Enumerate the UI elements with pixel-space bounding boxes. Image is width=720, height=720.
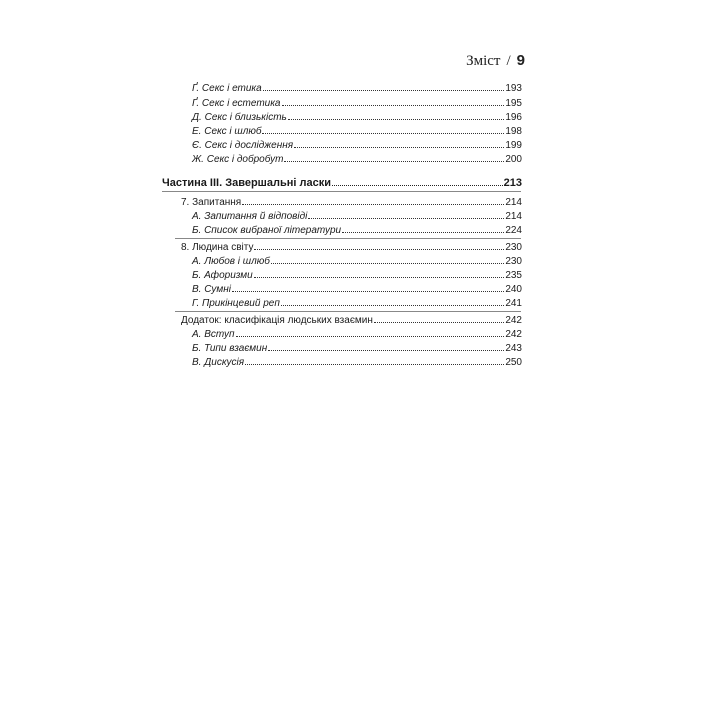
toc-entry-page: 240 xyxy=(505,284,522,295)
toc-entry-label: Є. Секс і дослідження xyxy=(192,140,294,151)
leader-dots xyxy=(374,314,504,323)
toc-entry-label: Ґ. Секс і естетика xyxy=(192,98,281,109)
leader-dots xyxy=(294,139,504,148)
toc-entry-label: Ж. Секс і добробут xyxy=(192,154,284,165)
toc-entry-page: 214 xyxy=(505,211,522,222)
toc-entry-page: 241 xyxy=(505,298,522,309)
leader-dots xyxy=(242,196,504,205)
leader-dots xyxy=(281,297,504,306)
toc-entry[interactable] xyxy=(192,139,522,152)
toc-entry[interactable] xyxy=(192,224,522,237)
toc-entry-label: Ґ. Секс і етика xyxy=(192,83,262,94)
toc-entry-label: В. Дискусія xyxy=(192,357,245,368)
section-title: Зміст xyxy=(466,53,501,69)
toc-chapter-page: 242 xyxy=(505,315,522,326)
toc-entry-page: 230 xyxy=(505,256,522,267)
toc-entry[interactable] xyxy=(192,356,522,369)
leader-dots xyxy=(271,255,504,264)
leader-dots xyxy=(236,328,505,337)
toc-entry-label: Д. Секс і близькість xyxy=(192,112,287,123)
part-divider xyxy=(162,191,521,192)
toc-chapter-page: 230 xyxy=(505,242,522,253)
leader-dots xyxy=(263,82,505,91)
toc-part-label: Частина III. Завершальні ласки xyxy=(162,177,331,189)
toc-entry[interactable] xyxy=(192,111,522,124)
toc-entry[interactable] xyxy=(192,82,522,95)
running-header xyxy=(466,52,525,70)
toc-entry-label: Г. Прикінцевий реп xyxy=(192,298,280,309)
toc-entry-page: 250 xyxy=(505,357,522,368)
toc-entry-label: Б. Афоризми xyxy=(192,270,253,281)
page-number: 9 xyxy=(516,52,525,69)
toc-entry[interactable] xyxy=(192,328,522,341)
toc-entry-page: 193 xyxy=(505,83,522,94)
leader-dots xyxy=(262,125,504,134)
toc-chapter[interactable] xyxy=(181,196,522,209)
chapter-divider xyxy=(175,311,521,312)
toc-entry[interactable] xyxy=(192,97,522,110)
toc-chapter[interactable] xyxy=(181,241,522,254)
toc-entry-page: 196 xyxy=(505,112,522,123)
toc-entry[interactable] xyxy=(192,342,522,355)
toc-entry-page: 224 xyxy=(505,225,522,236)
toc-entry-page: 235 xyxy=(505,270,522,281)
leader-dots xyxy=(282,97,505,106)
chapter-divider xyxy=(175,238,521,239)
toc-chapter-label: Додаток: класифікація людських взаємин xyxy=(181,315,373,326)
toc-entry-label: Е. Секс і шлюб xyxy=(192,126,262,137)
toc-chapter-page: 214 xyxy=(505,197,522,208)
toc-entry-label: В. Сумні xyxy=(192,284,231,295)
toc-entry-page: 195 xyxy=(505,98,522,109)
leader-dots xyxy=(342,224,504,233)
toc-chapter-label: 8. Людина світу xyxy=(181,242,254,253)
toc-entry[interactable] xyxy=(192,153,522,166)
leader-dots xyxy=(254,269,505,278)
toc-entry-label: Б. Типи взаємин xyxy=(192,343,268,354)
toc-chapter-label: 7. Запитання xyxy=(181,197,242,208)
toc-entry[interactable] xyxy=(192,210,522,223)
toc-entry-page: 200 xyxy=(505,154,522,165)
toc-entry-label: А. Запитання й відповіді xyxy=(192,211,308,222)
header-separator: / xyxy=(506,53,511,69)
toc-part-heading[interactable] xyxy=(162,177,522,190)
toc-entry[interactable] xyxy=(192,283,522,296)
toc-entry-page: 199 xyxy=(505,140,522,151)
toc-entry[interactable] xyxy=(192,125,522,138)
leader-dots xyxy=(232,283,504,292)
toc-entry[interactable] xyxy=(192,297,522,310)
toc-entry-label: Б. Список вибраної літератури xyxy=(192,225,342,236)
leader-dots xyxy=(284,153,504,162)
leader-dots xyxy=(332,177,503,186)
toc-entry[interactable] xyxy=(192,255,522,268)
toc-part-page: 213 xyxy=(503,177,522,189)
toc-entry-page: 198 xyxy=(505,126,522,137)
toc-entry[interactable] xyxy=(192,269,522,282)
toc-entry-page: 243 xyxy=(505,343,522,354)
toc-chapter[interactable] xyxy=(181,314,522,327)
toc-entry-label: А. Вступ xyxy=(192,329,235,340)
toc-entry-label: А. Любов і шлюб xyxy=(192,256,270,267)
leader-dots xyxy=(254,241,504,250)
leader-dots xyxy=(245,356,504,365)
toc-entry-page: 242 xyxy=(505,329,522,340)
leader-dots xyxy=(288,111,504,120)
leader-dots xyxy=(268,342,504,351)
leader-dots xyxy=(308,210,504,219)
